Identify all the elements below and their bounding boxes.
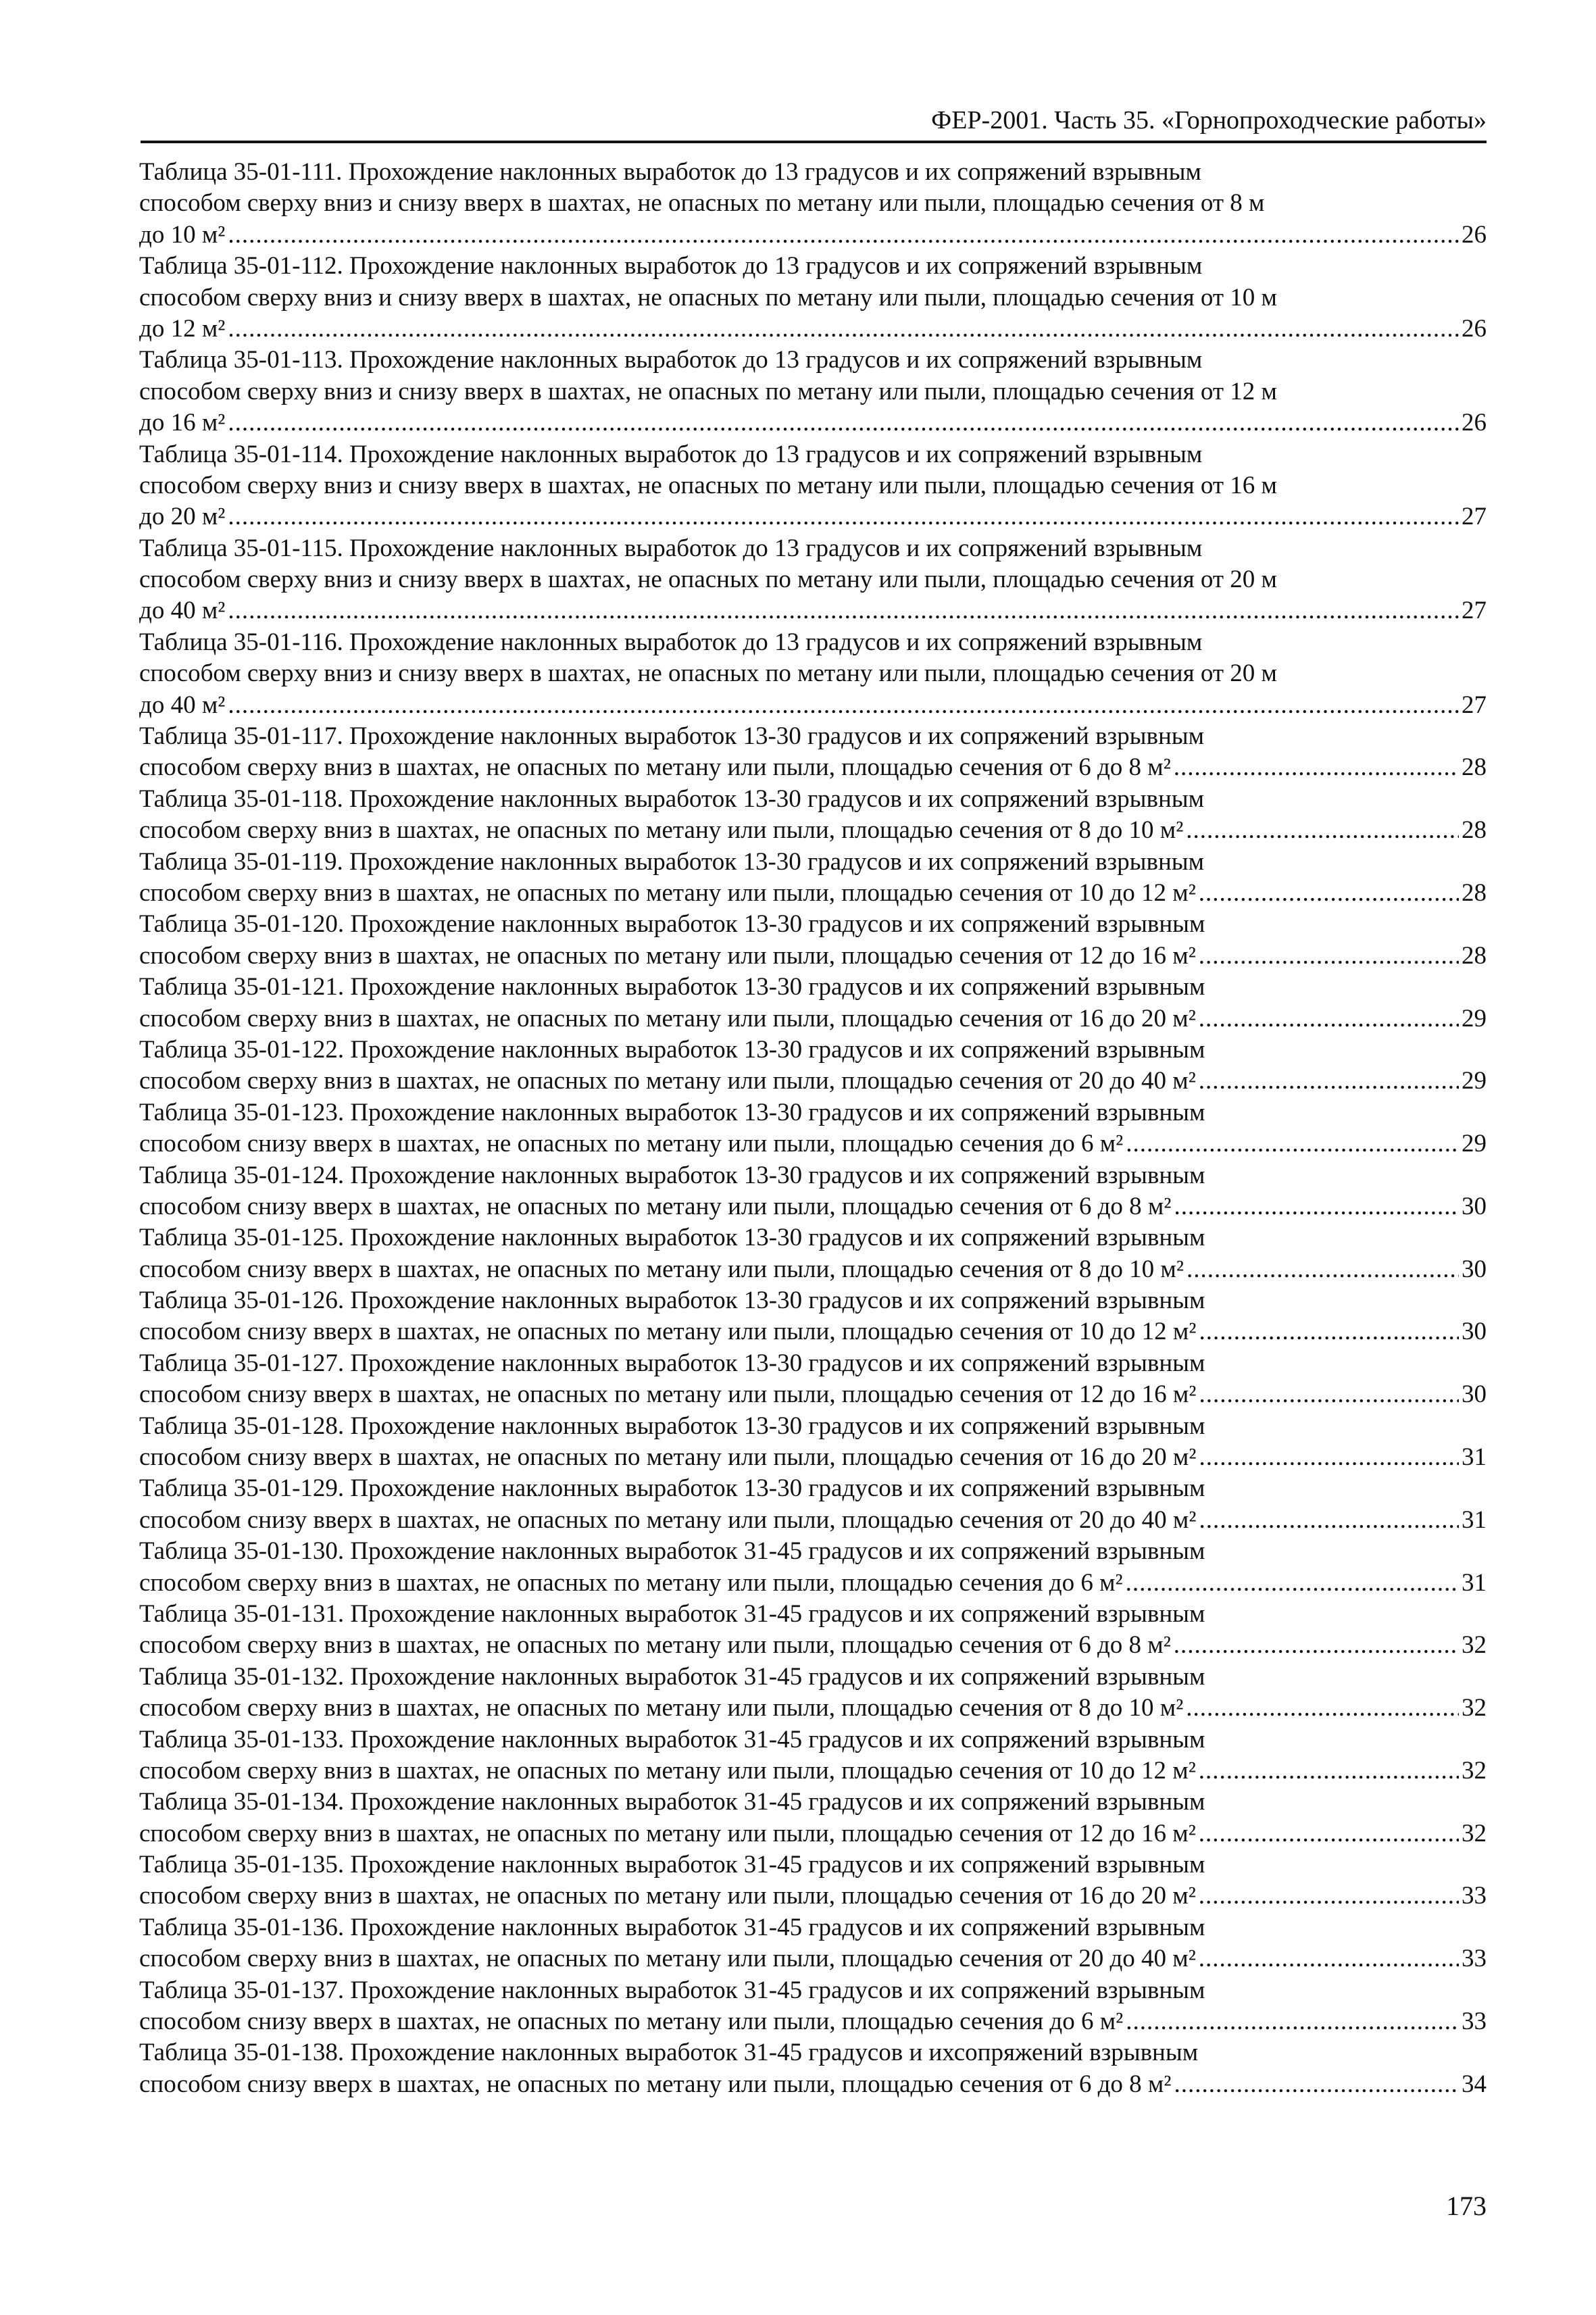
toc-page-number: 28 [1462, 816, 1487, 845]
toc-entry-last-line [139, 1442, 1487, 1473]
toc-entry-text-line: способом сверху вниз и снизу вверх в шахтах, не опасных по метану или пыли, площадью сечения от 10 м [139, 283, 1277, 312]
toc-entry-text-line: способом сверху вниз в шахтах, не опасных по метану или пыли, площадью сечения от 10 до 12 м² [139, 878, 1196, 907]
toc-entry[interactable] [139, 439, 1487, 533]
toc-entry[interactable] [139, 1222, 1487, 1285]
toc-page-number: 27 [1462, 691, 1487, 719]
toc-entry-text-line: Таблица 35-01-138. Прохождение наклонных выработок 31-45 градусов и ихсопряжений взрывным [139, 2039, 1199, 2067]
toc-entry-text-line: Таблица 35-01-126. Прохождение наклонных выработок 13-30 градусов и их сопряжений взрывным [139, 1287, 1205, 1315]
toc-entry[interactable] [139, 1160, 1487, 1223]
toc-entry-last-line [139, 1505, 1487, 1536]
dot-leader [228, 314, 1459, 345]
dot-leader [1199, 1756, 1459, 1787]
toc-page-number: 29 [1462, 1004, 1487, 1032]
toc-entry-text-line: Таблица 35-01-114. Прохождение наклонных выработок до 13 градусов и их сопряжений взрывным [139, 440, 1203, 468]
toc-entry-last-line [139, 1379, 1487, 1410]
dot-leader [1187, 1254, 1459, 1285]
toc-entry[interactable] [139, 1599, 1487, 1662]
toc-page-number: 30 [1462, 1380, 1487, 1409]
toc-entry-text-line: способом снизу вверх в шахтах, не опасных по метану или пыли, площадью сечения от 12 до 16 м² [139, 1380, 1197, 1409]
toc-page-number: 30 [1462, 1255, 1487, 1283]
toc-page-number: 31 [1462, 1505, 1487, 1534]
toc-entry-last-line [139, 1818, 1487, 1849]
toc-entry-last-line [139, 1568, 1487, 1599]
dot-leader [228, 690, 1459, 721]
toc-entry-last-line [139, 1128, 1487, 1160]
toc-entry-text-line: способом сверху вниз в шахтах, не опасных по метану или пыли, площадью сечения от 16 до 20 м² [139, 1882, 1196, 1910]
toc-entry-text-line: Таблица 35-01-117. Прохождение наклонных выработок 13-30 градусов и их сопряжений взрывным [139, 722, 1205, 751]
toc-entry-text-line: способом снизу вверх в шахтах, не опасных по метану или пыли, площадью сечения от 6 до 8 м² [139, 2070, 1172, 2098]
dot-leader [1199, 1066, 1459, 1097]
dot-leader [1126, 1128, 1459, 1160]
toc-page-number: 27 [1462, 503, 1487, 531]
toc-entry-last-line [139, 941, 1487, 972]
toc-entry[interactable] [139, 2037, 1487, 2100]
toc-entry-text-line: способом сверху вниз и снизу вверх в шахтах, не опасных по метану или пыли, площадью сечения от 8 м [139, 189, 1265, 218]
toc-entry-text-line: до 20 м² [139, 503, 226, 531]
toc-page-number: 32 [1462, 1694, 1487, 1722]
toc-entry-last-line [139, 878, 1487, 909]
dot-leader [1199, 1818, 1459, 1849]
dot-leader [228, 595, 1459, 626]
toc-entry-text-line: Таблица 35-01-131. Прохождение наклонных выработок 31-45 градусов и их сопряжений взрывным [139, 1599, 1205, 1628]
toc-entry-last-line [139, 501, 1487, 532]
toc-page-number: 28 [1462, 753, 1487, 782]
toc-entry-text-line: Таблица 35-01-137. Прохождение наклонных выработок 31-45 градусов и их сопряжений взрывным [139, 1976, 1205, 2004]
dot-leader [228, 220, 1459, 251]
toc-page-number: 31 [1462, 1568, 1487, 1597]
toc-entry-text-line: способом снизу вверх в шахтах, не опасных по метану или пыли, площадью сечения до 6 м² [139, 2008, 1124, 2036]
toc-entry[interactable] [139, 533, 1487, 627]
toc-entry-text-line: способом сверху вниз в шахтах, не опасных по метану или пыли, площадью сечения от 12 до 16 м² [139, 941, 1196, 970]
dot-leader [1199, 1943, 1459, 1974]
dot-leader [1186, 815, 1459, 846]
dot-leader [1199, 1505, 1459, 1536]
toc-entry-text-line: до 16 м² [139, 409, 226, 437]
toc-entry-text-line: способом сверху вниз и снизу вверх в шахтах, не опасных по метану или пыли, площадью сечения от 16 м [139, 471, 1277, 499]
dot-leader [1174, 752, 1459, 783]
toc-entry-text-line: способом сверху вниз и снизу вверх в шахтах, не опасных по метану или пыли, площадью сечения от 12 м [139, 377, 1277, 405]
toc-entry-text-line: способом сверху вниз в шахтах, не опасных по метану или пыли, площадью сечения от 16 до 20 м² [139, 1004, 1196, 1032]
dot-leader [228, 407, 1459, 439]
dot-leader [1199, 1316, 1459, 1347]
toc-page-number: 26 [1462, 409, 1487, 437]
toc-entry[interactable] [139, 1849, 1487, 1912]
toc-entry-last-line [139, 752, 1487, 783]
toc-page-number: 33 [1462, 1882, 1487, 1910]
dot-leader [1186, 1693, 1459, 1724]
toc-entry-last-line [139, 1316, 1487, 1347]
toc-entry-last-line [139, 1191, 1487, 1222]
toc-entry[interactable] [139, 1097, 1487, 1160]
toc-entry[interactable] [139, 251, 1487, 345]
running-header: ФЕР-2001. Часть 35. «Горнопроходческие работы» [931, 106, 1487, 134]
page-number: 173 [1446, 2191, 1487, 2221]
toc-entry-text-line: Таблица 35-01-118. Прохождение наклонных выработок 13-30 градусов и их сопряжений взрывным [139, 785, 1205, 813]
toc-entry[interactable] [139, 157, 1487, 251]
dot-leader [1199, 941, 1459, 972]
dot-leader [1199, 1442, 1459, 1473]
toc-entry-text-line: до 10 м² [139, 220, 226, 249]
toc-entry-text-line: Таблица 35-01-127. Прохождение наклонных выработок 13-30 градусов и их сопряжений взрывным [139, 1349, 1205, 1377]
toc-page-number: 32 [1462, 1756, 1487, 1785]
dot-leader [1126, 1568, 1459, 1599]
toc-entry-text-line: способом сверху вниз и снизу вверх в шахтах, не опасных по метану или пыли, площадью сечения от 20 м [139, 659, 1277, 688]
toc-entry-text-line: Таблица 35-01-136. Прохождение наклонных выработок 31-45 градусов и их сопряжений взрывным [139, 1913, 1205, 1941]
toc-entry[interactable] [139, 972, 1487, 1035]
toc-entry-text-line: Таблица 35-01-120. Прохождение наклонных выработок 13-30 градусов и их сопряжений взрывным [139, 910, 1205, 939]
toc-entry[interactable] [139, 1411, 1487, 1474]
toc-entry-text-line: Таблица 35-01-135. Прохождение наклонных выработок 31-45 градусов и их сопряжений взрывным [139, 1851, 1205, 1879]
toc-page-number: 28 [1462, 941, 1487, 970]
toc-entry-last-line [139, 220, 1487, 251]
toc-entry-last-line [139, 1693, 1487, 1724]
table-of-contents [139, 157, 1487, 2100]
toc-entry-text-line: способом сверху вниз в шахтах, не опасных по метану или пыли, площадью сечения от 6 до 8 м² [139, 1631, 1171, 1660]
toc-page-number: 29 [1462, 1067, 1487, 1095]
dot-leader [1126, 2006, 1459, 2037]
dot-leader [1199, 1379, 1459, 1410]
toc-entry-text-line: Таблица 35-01-115. Прохождение наклонных выработок до 13 градусов и их сопряжений взрывным [139, 534, 1203, 562]
toc-entry-text-line: способом снизу вверх в шахтах, не опасных по метану или пыли, площадью сечения от 8 до 10 м² [139, 1255, 1184, 1283]
toc-entry-last-line [139, 1881, 1487, 1912]
toc-entry-text-line: способом снизу вверх в шахтах, не опасных по метану или пыли, площадью сечения от 20 до 40 м² [139, 1505, 1197, 1534]
toc-entry-text-line: Таблица 35-01-130. Прохождение наклонных выработок 31-45 градусов и их сопряжений взрывным [139, 1537, 1205, 1566]
toc-page-number: 30 [1462, 1318, 1487, 1346]
toc-page-number: 33 [1462, 1945, 1487, 1973]
toc-page-number: 28 [1462, 878, 1487, 907]
toc-entry-last-line [139, 595, 1487, 626]
toc-entry[interactable] [139, 345, 1487, 439]
toc-entry[interactable] [139, 847, 1487, 910]
header-rule [141, 141, 1487, 143]
toc-entry-text-line: способом снизу вверх в шахтах, не опасных по метану или пыли, площадью сечения от 10 до 12 м² [139, 1318, 1197, 1346]
toc-entry-text-line: Таблица 35-01-112. Прохождение наклонных выработок до 13 градусов и их сопряжений взрывным [139, 252, 1203, 280]
toc-entry-last-line [139, 314, 1487, 345]
dot-leader [1199, 1003, 1459, 1035]
toc-entry[interactable] [139, 1473, 1487, 1536]
toc-entry-text-line: до 12 м² [139, 314, 226, 343]
toc-entry-text-line: способом снизу вверх в шахтах, не опасных по метану или пыли, площадью сечения от 6 до 8 м² [139, 1192, 1172, 1220]
toc-entry-text-line: способом сверху вниз в шахтах, не опасных по метану или пыли, площадью сечения от 20 до 40 м² [139, 1945, 1196, 1973]
dot-leader [228, 501, 1459, 532]
toc-entry-text-line: Таблица 35-01-129. Прохождение наклонных выработок 13-30 градусов и их сопряжений взрывным [139, 1474, 1205, 1503]
toc-entry-text-line: Таблица 35-01-111. Прохождение наклонных выработок до 13 градусов и их сопряжений взрывным [139, 158, 1201, 186]
toc-page-number: 34 [1462, 2070, 1487, 2098]
toc-entry[interactable] [139, 1035, 1487, 1097]
toc-entry[interactable] [139, 721, 1487, 784]
toc-entry-text-line: Таблица 35-01-128. Прохождение наклонных выработок 13-30 градусов и их сопряжений взрывным [139, 1412, 1205, 1440]
toc-entry-text-line: Таблица 35-01-125. Прохождение наклонных выработок 13-30 градусов и их сопряжений взрывным [139, 1224, 1205, 1252]
toc-page-number: 31 [1462, 1443, 1487, 1472]
toc-entry-last-line [139, 1756, 1487, 1787]
toc-entry[interactable] [139, 1975, 1487, 2038]
toc-entry-text-line: способом сверху вниз в шахтах, не опасных по метану или пыли, площадью сечения от 20 до 40 м² [139, 1067, 1196, 1095]
toc-entry-text-line: способом сверху вниз в шахтах, не опасных по метану или пыли, площадью сечения от 12 до 16 м² [139, 1819, 1196, 1847]
toc-page-number: 26 [1462, 314, 1487, 343]
toc-entry-text-line: Таблица 35-01-122. Прохождение наклонных выработок 13-30 градусов и их сопряжений взрывным [139, 1035, 1205, 1064]
toc-page-number: 26 [1462, 220, 1487, 249]
toc-entry[interactable] [139, 1787, 1487, 1849]
toc-entry[interactable] [139, 1348, 1487, 1411]
toc-entry-text-line: Таблица 35-01-124. Прохождение наклонных выработок 13-30 градусов и их сопряжений взрывным [139, 1161, 1205, 1189]
toc-entry-text-line: Таблица 35-01-119. Прохождение наклонных выработок 13-30 градусов и их сопряжений взрывным [139, 847, 1205, 876]
toc-entry-text-line: Таблица 35-01-121. Прохождение наклонных выработок 13-30 градусов и их сопряжений взрывным [139, 973, 1205, 1001]
toc-entry-text-line: Таблица 35-01-133. Прохождение наклонных выработок 31-45 градусов и их сопряжений взрывным [139, 1725, 1205, 1753]
toc-entry-text-line: способом снизу вверх в шахтах, не опасных по метану или пыли, площадью сечения от 16 до 20 м² [139, 1443, 1197, 1472]
toc-entry-last-line [139, 1943, 1487, 1974]
dot-leader [1199, 878, 1459, 909]
dot-leader [1174, 1630, 1459, 1661]
toc-page-number: 27 [1462, 597, 1487, 625]
toc-entry[interactable] [139, 1285, 1487, 1348]
toc-entry-text-line: способом сверху вниз в шахтах, не опасных по метану или пыли, площадью сечения от 10 до 12 м² [139, 1756, 1196, 1785]
toc-page-number: 29 [1462, 1130, 1487, 1158]
toc-entry-text-line: способом сверху вниз в шахтах, не опасных по метану или пыли, площадью сечения от 8 до 10 м² [139, 1694, 1184, 1722]
toc-entry[interactable] [139, 1536, 1487, 1599]
toc-entry-text-line: до 40 м² [139, 597, 226, 625]
toc-entry-last-line [139, 1254, 1487, 1285]
toc-entry-last-line [139, 407, 1487, 439]
toc-entry-last-line [139, 1003, 1487, 1035]
toc-entry-text-line: Таблица 35-01-123. Прохождение наклонных выработок 13-30 градусов и их сопряжений взрывным [139, 1098, 1205, 1126]
dot-leader [1199, 1881, 1459, 1912]
dot-leader [1174, 2069, 1459, 2100]
toc-entry-last-line [139, 1630, 1487, 1661]
toc-entry-last-line [139, 815, 1487, 846]
toc-entry-text-line: способом снизу вверх в шахтах, не опасных по метану или пыли, площадью сечения до 6 м² [139, 1130, 1124, 1158]
toc-entry[interactable] [139, 1662, 1487, 1724]
toc-entry-text-line: Таблица 35-01-134. Прохождение наклонных выработок 31-45 градусов и их сопряжений взрывным [139, 1788, 1205, 1816]
toc-page-number: 30 [1462, 1192, 1487, 1220]
toc-entry-last-line [139, 690, 1487, 721]
toc-entry-text-line: Таблица 35-01-113. Прохождение наклонных выработок до 13 градусов и их сопряжений взрывным [139, 346, 1203, 374]
toc-entry-text-line: способом сверху вниз в шахтах, не опасных по метану или пыли, площадью сечения до 6 м² [139, 1568, 1123, 1597]
toc-entry[interactable] [139, 909, 1487, 972]
toc-page-number: 32 [1462, 1819, 1487, 1847]
toc-entry-text-line: способом сверху вниз в шахтах, не опасных по метану или пыли, площадью сечения от 8 до 10 м² [139, 816, 1184, 845]
toc-entry-last-line [139, 2069, 1487, 2100]
toc-entry-text-line: способом сверху вниз и снизу вверх в шахтах, не опасных по метану или пыли, площадью сечения от 20 м [139, 566, 1277, 594]
toc-page-number: 33 [1462, 2008, 1487, 2036]
toc-entry-text-line: до 40 м² [139, 691, 226, 719]
dot-leader [1174, 1191, 1459, 1222]
toc-entry[interactable] [139, 627, 1487, 721]
toc-page-number: 32 [1462, 1631, 1487, 1660]
toc-entry[interactable] [139, 784, 1487, 847]
toc-entry-last-line [139, 1066, 1487, 1097]
toc-entry[interactable] [139, 1724, 1487, 1787]
toc-entry-last-line [139, 2006, 1487, 2037]
toc-entry-text-line: Таблица 35-01-132. Прохождение наклонных выработок 31-45 градусов и их сопряжений взрывным [139, 1662, 1205, 1691]
toc-entry[interactable] [139, 1912, 1487, 1975]
toc-entry-text-line: Таблица 35-01-116. Прохождение наклонных выработок до 13 градусов и их сопряжений взрывным [139, 628, 1203, 656]
toc-entry-text-line: способом сверху вниз в шахтах, не опасных по метану или пыли, площадью сечения от 6 до 8 м² [139, 753, 1171, 782]
